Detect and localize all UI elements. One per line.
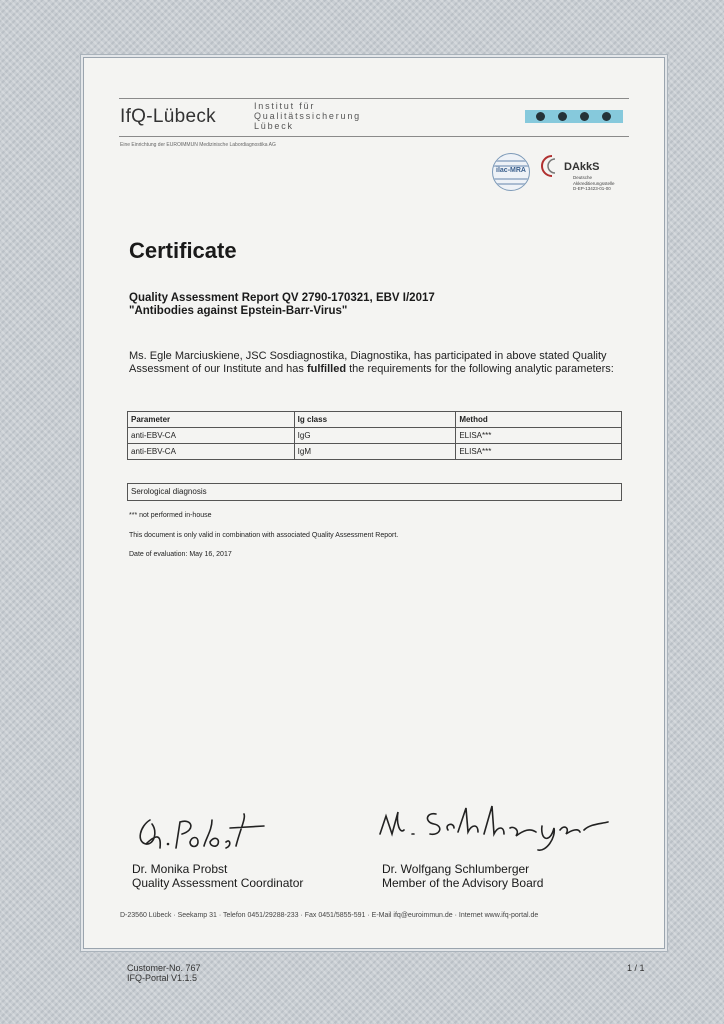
header-top-rule (119, 98, 629, 99)
signatory-role: Member of the Advisory Board (382, 876, 544, 890)
logo-bar (525, 110, 623, 123)
table-cell: IgM (294, 444, 456, 460)
dakks-name: DAkkS (564, 161, 600, 173)
report-heading (129, 292, 435, 318)
page-number: 1 / 1 (627, 963, 645, 973)
ifq-logo: IfQ-Lübeck (120, 106, 216, 127)
table-cell: ELISA*** (456, 444, 622, 460)
footer-address: D-23560 Lübeck · Seekamp 31 · Telefon 0451/29288-233 · Fax 0451/5855-591 · E-Mail ifq@euroimmun.de · Internet www.ifq-portal.de (120, 912, 539, 919)
ilac-mra-logo: ilac-MRA (492, 153, 530, 191)
intro-paragraph: Ms. Egle Marciuskiene, JSC Sosdiagnostika, Diagnostika, has participated in above stated Quality Assessment of our Institute and has fulfilled the requirements for the following analytic parameters: (129, 350, 614, 375)
column-header: Parameter (128, 412, 295, 428)
certificate-title: Certificate (129, 238, 237, 263)
dakks-logo-icon (538, 154, 562, 178)
table-row (128, 444, 622, 460)
dakks-subtitle: Deutsche Akkreditierungsstelle D-EP-13423-01-00 (573, 175, 615, 191)
table-cell: IgG (294, 428, 456, 444)
schlumberger-signature-icon (374, 800, 614, 860)
table-cell: ELISA*** (456, 428, 622, 444)
probst-signature-icon (132, 808, 282, 858)
evaluation-date: Date of evaluation: May 16, 2017 (129, 551, 232, 558)
certificate-sheet (84, 58, 664, 948)
column-header: Ig class (294, 412, 456, 428)
table-header-row (128, 412, 622, 428)
report-line-2: "Antibodies against Epstein-Barr-Virus" (129, 305, 348, 317)
table-cell: anti-EBV-CA (128, 428, 295, 444)
signature-block-probst (132, 862, 303, 890)
logo-dot-icon (558, 112, 567, 121)
fulfilled-text: fulfilled (306, 362, 347, 375)
portal-version: IFQ-Portal V1.1.5 (127, 973, 198, 983)
column-header: Method (456, 412, 622, 428)
institute-name: Institut für Qualitätssicherung Lübeck (254, 101, 361, 131)
diagnosis-box: Serological diagnosis (127, 483, 622, 501)
signatory-name: Dr. Wolfgang Schlumberger (382, 862, 530, 876)
not-in-house-note: *** not performed in-house (129, 512, 212, 519)
table-cell: anti-EBV-CA (128, 444, 295, 460)
signature-block-schlumberger (382, 862, 543, 890)
customer-number: Customer-No. 767 (127, 963, 201, 973)
logo-dot-icon (536, 112, 545, 121)
parameters-table (127, 411, 622, 460)
report-line-1: Quality Assessment Report QV 2790-170321, EBV I/2017 (129, 292, 435, 304)
logo-dot-icon (602, 112, 611, 121)
signatory-role: Quality Assessment Coordinator (132, 876, 304, 890)
tagline: Eine Einrichtung der EUROIMMUN Medizinische Labordiagnostika AG (120, 142, 276, 148)
table-row (128, 428, 622, 444)
header-bottom-rule (119, 136, 629, 137)
signatory-name: Dr. Monika Probst (132, 862, 228, 876)
logo-dot-icon (580, 112, 589, 121)
validity-note: This document is only valid in combination with associated Quality Assessment Report. (129, 532, 399, 539)
customer-info (127, 963, 201, 983)
